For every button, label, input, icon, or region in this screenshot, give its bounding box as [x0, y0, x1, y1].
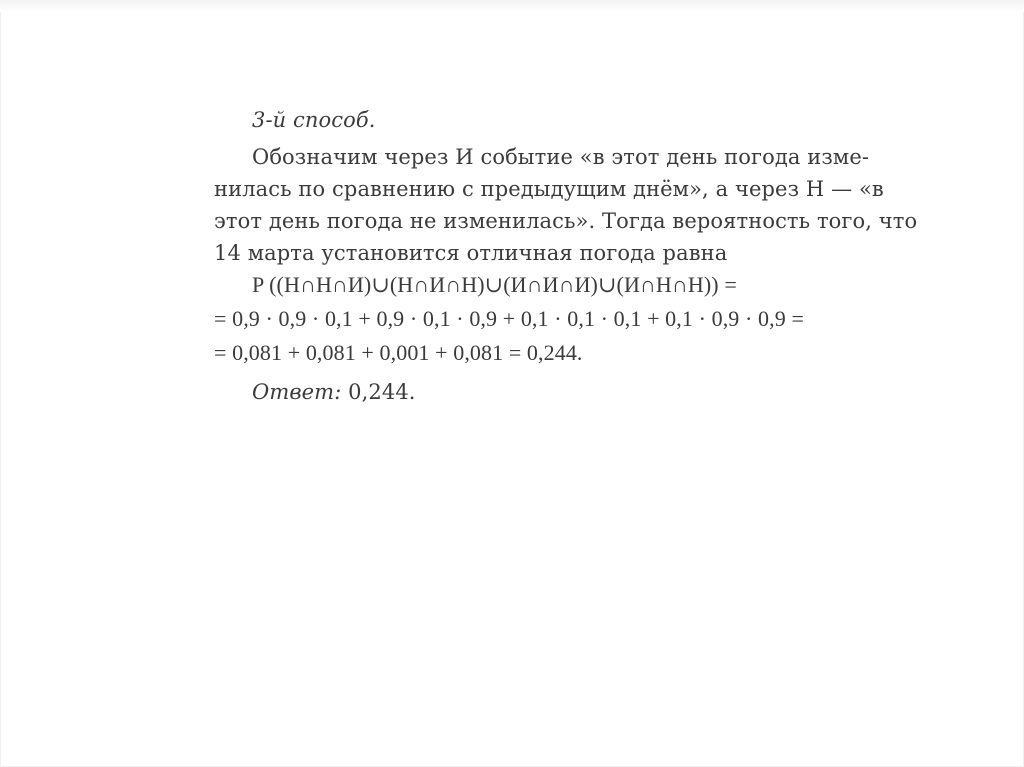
- paragraph-line-3: этот день погода не изменилась». Тогда вероятность того, что: [214, 209, 918, 233]
- formula-line-3: = 0,081 + 0,081 + 0,001 + 0,081 = 0,244.: [214, 340, 583, 365]
- answer-value: 0,244.: [348, 380, 416, 404]
- top-edge-shadow: [0, 0, 1024, 12]
- formula-line-2: = 0,9 · 0,9 · 0,1 + 0,9 · 0,1 · 0,9 + 0,1 · 0,1 · 0,1 + 0,1 · 0,9 · 0,9 =: [214, 306, 804, 331]
- paragraph-line-4: 14 марта установится отличная погода равна: [214, 241, 728, 265]
- method-heading: 3-й способ.: [252, 108, 376, 132]
- answer-label: Ответ:: [252, 380, 342, 404]
- paragraph-line-1: Обозначим через И событие «в этот день погода изме-: [252, 145, 870, 169]
- formula-line-1: P ((Н∩Н∩И)∪(Н∩И∩Н)∪(И∩И∩И)∪(И∩Н∩Н)) =: [252, 272, 737, 297]
- paragraph-line-2: нилась по сравнению с предыдущим днём», а через Н — «в: [214, 177, 884, 201]
- answer-line: [252, 376, 416, 408]
